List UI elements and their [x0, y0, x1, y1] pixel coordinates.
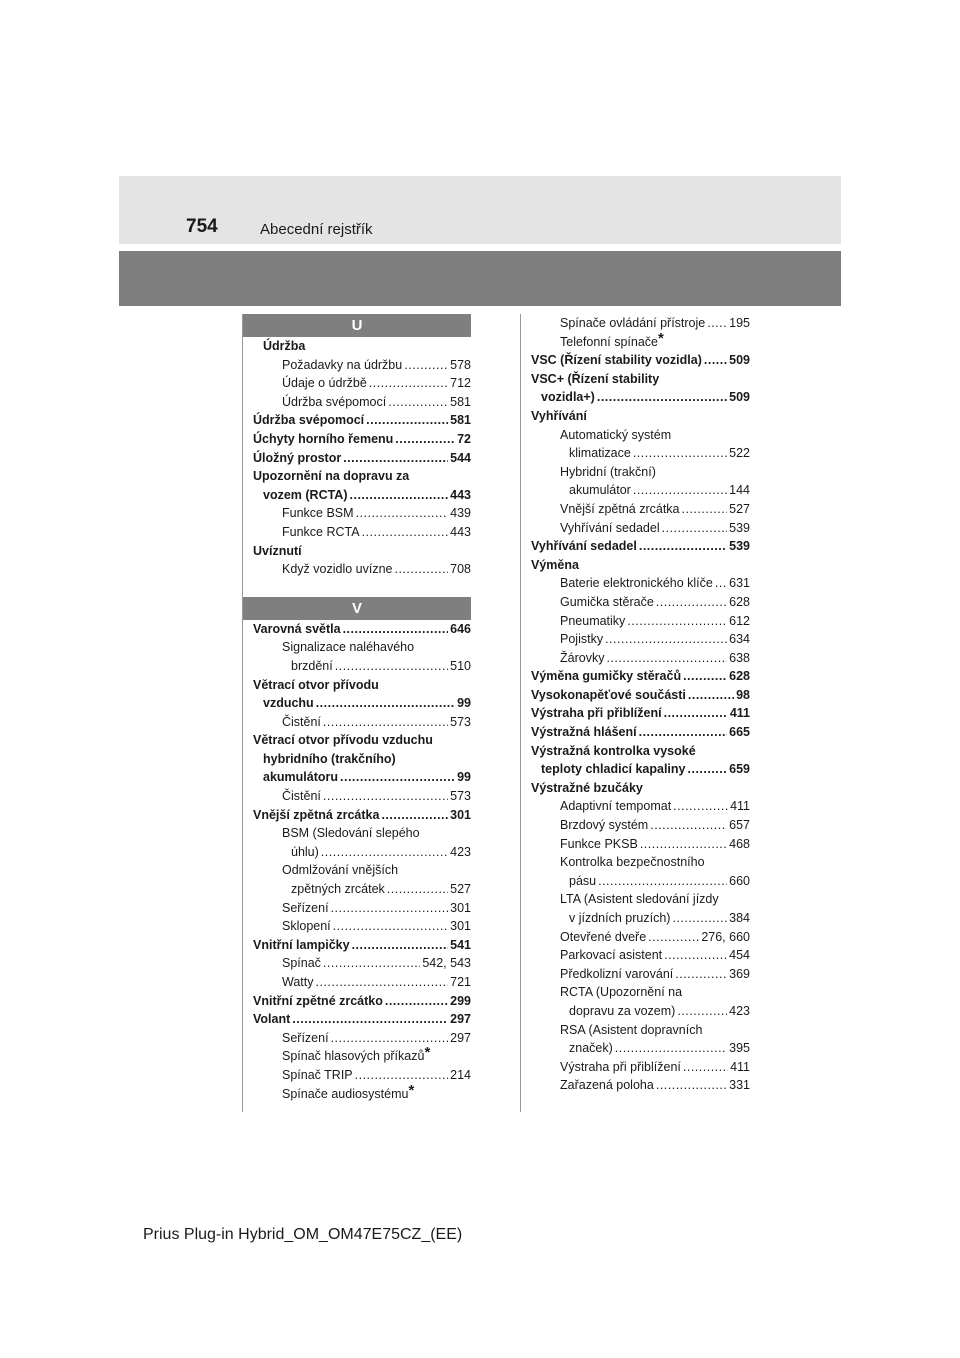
- entry-page: 646: [450, 621, 471, 636]
- entry-text: Údržba svépomocí: [282, 394, 387, 409]
- entry-page: 369: [729, 966, 750, 981]
- entry-page: 299: [450, 993, 471, 1008]
- entry-page: 628: [729, 594, 750, 609]
- entry-page: 98: [736, 687, 750, 702]
- index-entry: Údržba: [263, 339, 306, 353]
- entry-text: vozem (RCTA): [263, 487, 348, 502]
- leader-dots: [356, 504, 449, 523]
- index-column-right: [520, 314, 750, 1112]
- index-entry: [531, 630, 750, 649]
- entry-page: 631: [729, 576, 750, 591]
- leader-dots: [683, 667, 727, 686]
- index-entry: BSM (Sledování slepého: [282, 826, 420, 841]
- entry-page: 578: [450, 357, 471, 372]
- leader-dots: [369, 374, 448, 393]
- entry-page: 99: [457, 696, 471, 711]
- entry-text: Brzdový systém: [560, 818, 649, 833]
- entry-page: 634: [729, 632, 750, 647]
- index-entry: [531, 1039, 750, 1058]
- header-dark-band: [119, 251, 841, 306]
- entry-text: úhlu): [291, 844, 319, 859]
- leader-dots: [321, 843, 448, 862]
- index-entry: Vyhřívání: [531, 408, 587, 423]
- index-entry: [253, 430, 471, 449]
- entry-page: 276, 660: [701, 929, 750, 944]
- leader-dots: [387, 880, 448, 899]
- entry-page: 214: [450, 1067, 471, 1082]
- entry-page: 301: [450, 807, 471, 822]
- entry-page: 522: [729, 446, 750, 461]
- index-entry: [253, 1066, 471, 1085]
- leader-dots: [704, 351, 727, 370]
- leader-dots: [682, 500, 728, 519]
- entry-text: Funkce BSM: [282, 506, 354, 521]
- leader-dots: [662, 519, 728, 538]
- index-entry: [253, 356, 471, 375]
- entry-page: 509: [729, 390, 750, 405]
- entry-text: Volant: [253, 1012, 291, 1027]
- entry-page: 443: [450, 524, 471, 539]
- entry-text: Spínače ovládání přístroje: [560, 316, 706, 330]
- leader-dots: [675, 965, 727, 984]
- entry-text: značek): [569, 1041, 613, 1056]
- entry-page: 454: [729, 948, 750, 963]
- index-entry: [531, 872, 750, 891]
- index-entry: [531, 649, 750, 668]
- entry-page: 411: [729, 706, 750, 721]
- index-entry: [253, 768, 471, 787]
- entry-page: 301: [450, 900, 471, 915]
- index-entry: [531, 500, 750, 519]
- index-entry: [531, 1058, 750, 1077]
- entry-page: 301: [450, 919, 471, 934]
- entry-page: 72: [457, 431, 471, 446]
- leader-dots: [627, 612, 727, 631]
- leader-dots: [664, 704, 728, 723]
- entry-text: Spínač TRIP: [282, 1067, 353, 1082]
- index-entry: [531, 797, 750, 816]
- leader-dots: [323, 954, 420, 973]
- entry-text: Když vozidlo uvízne: [282, 562, 393, 577]
- section-gap: [253, 579, 471, 597]
- entry-text: Vysokonapěťové součásti: [531, 687, 686, 702]
- index-entry: [253, 411, 471, 430]
- index-entry: hybridního (trakčního): [263, 751, 396, 766]
- index-entry: [253, 899, 471, 918]
- index-entry: [531, 835, 750, 854]
- index-entry: [531, 946, 750, 965]
- leader-dots: [597, 388, 727, 407]
- index-entry: Signalizace naléhavého: [282, 640, 415, 655]
- entry-text: Předkolizní varování: [560, 966, 674, 981]
- entry-text: Vyhřívání sedadel: [531, 539, 637, 554]
- section-letter-v: V: [243, 597, 471, 620]
- entry-page: 638: [729, 650, 750, 665]
- entry-page: 331: [729, 1078, 750, 1093]
- leader-dots: [683, 1058, 728, 1077]
- entry-text: Seřízení: [282, 900, 329, 915]
- entry-text: Výstraha při přiblížení: [531, 706, 662, 721]
- leader-dots: [605, 630, 727, 649]
- leader-dots: [395, 430, 455, 449]
- index-entry: [531, 593, 750, 612]
- leader-dots: [677, 1002, 727, 1021]
- entry-text: Údaje o údržbě: [282, 376, 367, 391]
- index-entry: [253, 880, 471, 899]
- index-entry: [531, 1076, 750, 1095]
- leader-dots: [335, 657, 448, 676]
- entry-text: dopravu za vozem): [569, 1003, 676, 1018]
- entry-page: 195: [729, 316, 750, 330]
- entry-text: Pojistky: [560, 632, 604, 647]
- entry-text: Seřízení: [282, 1030, 329, 1045]
- index-entry: Odmlžování vnějších: [282, 863, 399, 878]
- index-entry: Hybridní (trakční): [560, 464, 656, 479]
- footer-manual-id: Prius Plug-in Hybrid_OM_OM47E75CZ_(EE): [143, 1226, 463, 1243]
- index-entry: Výstražná kontrolka vysoké: [531, 743, 696, 758]
- entry-text: Zařazená poloha: [560, 1078, 654, 1093]
- entry-page: 144: [729, 483, 750, 498]
- entry-page: 628: [729, 669, 750, 684]
- entry-text: Výměna gumičky stěračů: [531, 669, 682, 684]
- index-entry: [253, 657, 471, 676]
- entry-text: v jízdních pruzích): [569, 911, 671, 925]
- index-entry: [253, 1044, 471, 1066]
- entry-text: Vnitřní zpětné zrcátko: [253, 993, 383, 1008]
- index-entry: LTA (Asistent sledování jízdy: [560, 892, 719, 907]
- entry-page: 665: [729, 725, 750, 740]
- entry-page: 384: [729, 911, 750, 925]
- index-entry: [531, 351, 750, 370]
- index-entry: [531, 314, 750, 333]
- entry-text: Telefonní spínače: [560, 334, 658, 349]
- leader-dots: [323, 787, 448, 806]
- leader-dots: [388, 393, 448, 412]
- entry-page: 573: [450, 789, 471, 804]
- entry-text: Gumička stěrače: [560, 594, 654, 609]
- index-entry: Kontrolka bezpečnostního: [560, 855, 705, 870]
- entry-text: Výstraha při přiblížení: [560, 1059, 681, 1074]
- asterisk-mark: *: [658, 329, 664, 347]
- index-entry: [253, 560, 471, 579]
- index-entry: [531, 537, 750, 556]
- entry-page: 509: [729, 353, 750, 368]
- entry-text: Otevřené dveře: [560, 929, 647, 944]
- entry-page: 411: [730, 1059, 750, 1074]
- entry-page: 542, 543: [422, 956, 471, 971]
- entry-text: Sklopení: [282, 919, 331, 934]
- entry-page: 659: [729, 762, 750, 777]
- leader-dots: [292, 1010, 448, 1029]
- leader-dots: [331, 899, 449, 918]
- entry-text: pásu: [569, 873, 597, 888]
- index-entry: [253, 992, 471, 1011]
- index-entry: Automatický systém: [560, 427, 672, 442]
- entry-page: 297: [450, 1012, 471, 1027]
- entry-text: Spínač hlasových příkazů: [282, 1049, 425, 1064]
- entry-page: 423: [729, 1003, 750, 1018]
- leader-dots: [656, 1076, 727, 1095]
- leader-dots: [315, 973, 448, 992]
- entry-text: Baterie elektronického klíče: [560, 576, 713, 591]
- asterisk-mark: *: [408, 1081, 415, 1099]
- entry-text: vozidla+): [541, 390, 595, 405]
- index-entry: [531, 574, 750, 593]
- entry-text: Pneumatiky: [560, 613, 626, 628]
- entry-text: klimatizace: [569, 446, 631, 461]
- entry-text: Vnější zpětná zrcátka: [253, 807, 380, 822]
- index-entry: [253, 713, 471, 732]
- entry-page: 721: [450, 975, 471, 989]
- entry-text: Čistění: [282, 714, 321, 729]
- index-entry: [253, 523, 471, 542]
- entry-page: 297: [450, 1030, 471, 1045]
- index-entry: Výstražné bzučáky: [531, 780, 643, 795]
- leader-dots: [355, 1066, 449, 1085]
- index-entry: [531, 723, 750, 742]
- leader-dots: [688, 686, 734, 705]
- entry-text: VSC (Řízení stability vozidla): [531, 353, 702, 368]
- index-entry: [531, 704, 750, 723]
- index-entry: Větrací otvor přívodu: [253, 677, 379, 692]
- leader-dots: [331, 1029, 449, 1048]
- leader-dots: [333, 917, 448, 936]
- entry-text: Výstražná hlášení: [531, 725, 637, 740]
- index-entry: [253, 806, 471, 825]
- entry-text: zpětných zrcátek: [291, 882, 385, 897]
- leader-dots: [352, 936, 449, 955]
- leader-dots: [633, 444, 727, 463]
- index-entry: [253, 620, 471, 639]
- entry-page: 708: [450, 562, 471, 577]
- leader-dots: [648, 928, 699, 947]
- leader-dots: [394, 560, 448, 579]
- index-entry: [253, 449, 471, 468]
- entry-page: 468: [729, 836, 750, 851]
- entry-page: 510: [450, 658, 471, 673]
- index-entry: [531, 760, 750, 779]
- entry-text: Čistění: [282, 789, 321, 804]
- leader-dots: [316, 694, 455, 713]
- asterisk-mark: *: [424, 1044, 431, 1062]
- index-entry: [253, 787, 471, 806]
- index-entry: Upozornění na dopravu za: [253, 469, 410, 484]
- index-entry: [253, 917, 471, 936]
- index-entry: [531, 667, 750, 686]
- entry-page: 544: [450, 450, 471, 465]
- index-entry: [253, 504, 471, 523]
- entry-text: Funkce RCTA: [282, 524, 360, 539]
- entry-text: vzduchu: [263, 696, 314, 711]
- entry-text: Vnitřní lampičky: [253, 937, 350, 952]
- index-entry: [253, 1081, 471, 1104]
- entry-text: Parkovací asistent: [560, 948, 663, 963]
- index-entry: [531, 965, 750, 984]
- leader-dots: [656, 593, 727, 612]
- entry-text: Vyhřívání sedadel: [560, 520, 660, 535]
- index-entry: [253, 1010, 471, 1029]
- index-entry: [531, 686, 750, 705]
- index-entry: [531, 612, 750, 631]
- index-entry: [253, 694, 471, 713]
- leader-dots: [639, 537, 727, 556]
- index-entry: [253, 973, 471, 992]
- index-column-left: [242, 314, 471, 1112]
- index-entry: Výměna: [531, 557, 579, 572]
- index-entry: [253, 1029, 471, 1048]
- leader-dots: [672, 909, 727, 928]
- entry-page: 581: [450, 413, 471, 428]
- entry-page: 539: [729, 539, 750, 554]
- index-entry: [253, 393, 471, 412]
- entry-text: Žárovky: [560, 650, 605, 665]
- leader-dots: [650, 816, 727, 835]
- entry-page: 395: [729, 1041, 750, 1056]
- entry-page: 657: [729, 818, 750, 833]
- index-entry: [253, 374, 471, 393]
- entry-text: Funkce PKSB: [560, 836, 638, 851]
- entry-page: 660: [729, 873, 750, 888]
- index-entry: [531, 481, 750, 500]
- leader-dots: [343, 449, 448, 468]
- leader-dots: [385, 992, 448, 1011]
- leader-dots: [598, 872, 727, 891]
- page-title: Abecední rejstřík: [260, 221, 373, 238]
- index-entry: [253, 936, 471, 955]
- entry-page: 712: [450, 376, 471, 391]
- leader-dots: [640, 835, 727, 854]
- entry-page: 612: [729, 613, 750, 628]
- entry-text: Vnější zpětná zrcátka: [560, 501, 680, 516]
- entry-page: 573: [450, 714, 471, 729]
- entry-page: 423: [450, 844, 471, 859]
- index-entry: Větrací otvor přívodu vzduchu: [253, 733, 433, 748]
- index-entry: [531, 909, 750, 928]
- entry-text: Spínač: [282, 956, 321, 971]
- leader-dots: [688, 760, 728, 779]
- entry-text: brzdění: [291, 658, 333, 673]
- entry-page: 539: [729, 520, 750, 535]
- entry-page: 527: [450, 882, 471, 897]
- index-entry: [531, 519, 750, 538]
- leader-dots: [323, 713, 448, 732]
- index-entry: [253, 954, 471, 973]
- index-entry: RCTA (Upozornění na: [560, 985, 683, 1000]
- leader-dots: [664, 946, 727, 965]
- page-number: 754: [186, 216, 218, 237]
- index-entry: [531, 816, 750, 835]
- leader-dots: [404, 356, 448, 375]
- entry-text: akumulátor: [569, 483, 631, 498]
- entry-page: 527: [729, 501, 750, 516]
- entry-page: 99: [457, 770, 471, 785]
- entry-text: Watty: [282, 975, 314, 989]
- entry-page: 439: [450, 506, 471, 521]
- entry-page: 541: [450, 937, 471, 952]
- index-entry: [253, 486, 471, 505]
- index-entry: VSC+ (Řízení stability: [531, 371, 660, 386]
- entry-page: 411: [730, 799, 750, 814]
- leader-dots: [366, 411, 448, 430]
- leader-dots: [362, 523, 449, 542]
- entry-text: Úchyty horního řemenu: [253, 431, 394, 446]
- entry-text: Úložný prostor: [253, 450, 342, 465]
- leader-dots: [381, 806, 448, 825]
- entry-page: 443: [450, 487, 471, 502]
- leader-dots: [343, 620, 449, 639]
- entry-page: 581: [450, 394, 471, 409]
- leader-dots: [673, 797, 728, 816]
- entry-text: Adaptivní tempomat: [560, 799, 672, 814]
- leader-dots: [340, 768, 455, 787]
- index-entry: [531, 444, 750, 463]
- leader-dots: [606, 649, 727, 668]
- index-entry: Uvíznutí: [253, 543, 302, 558]
- index-entry: [253, 843, 471, 862]
- leader-dots: [639, 723, 728, 742]
- leader-dots: [350, 486, 449, 505]
- index-entry: [531, 1002, 750, 1021]
- entry-text: akumulátoru: [263, 770, 339, 785]
- leader-dots: [707, 314, 727, 333]
- index-entry: [531, 928, 750, 947]
- leader-dots: [633, 481, 727, 500]
- leader-dots: [615, 1039, 727, 1058]
- section-letter-u: U: [243, 314, 471, 337]
- entry-text: Varovná světla: [253, 621, 341, 636]
- entry-text: Požadavky na údržbu: [282, 357, 403, 372]
- index-entry: RSA (Asistent dopravních: [560, 1022, 703, 1037]
- index-entry: [531, 388, 750, 407]
- entry-text: teploty chladicí kapaliny: [541, 762, 686, 777]
- index-entry: [531, 329, 750, 352]
- leader-dots: [715, 574, 727, 593]
- header-band: [119, 176, 841, 244]
- entry-text: Údržba svépomocí: [253, 413, 365, 428]
- entry-text: Spínače audiosystému: [282, 1086, 409, 1101]
